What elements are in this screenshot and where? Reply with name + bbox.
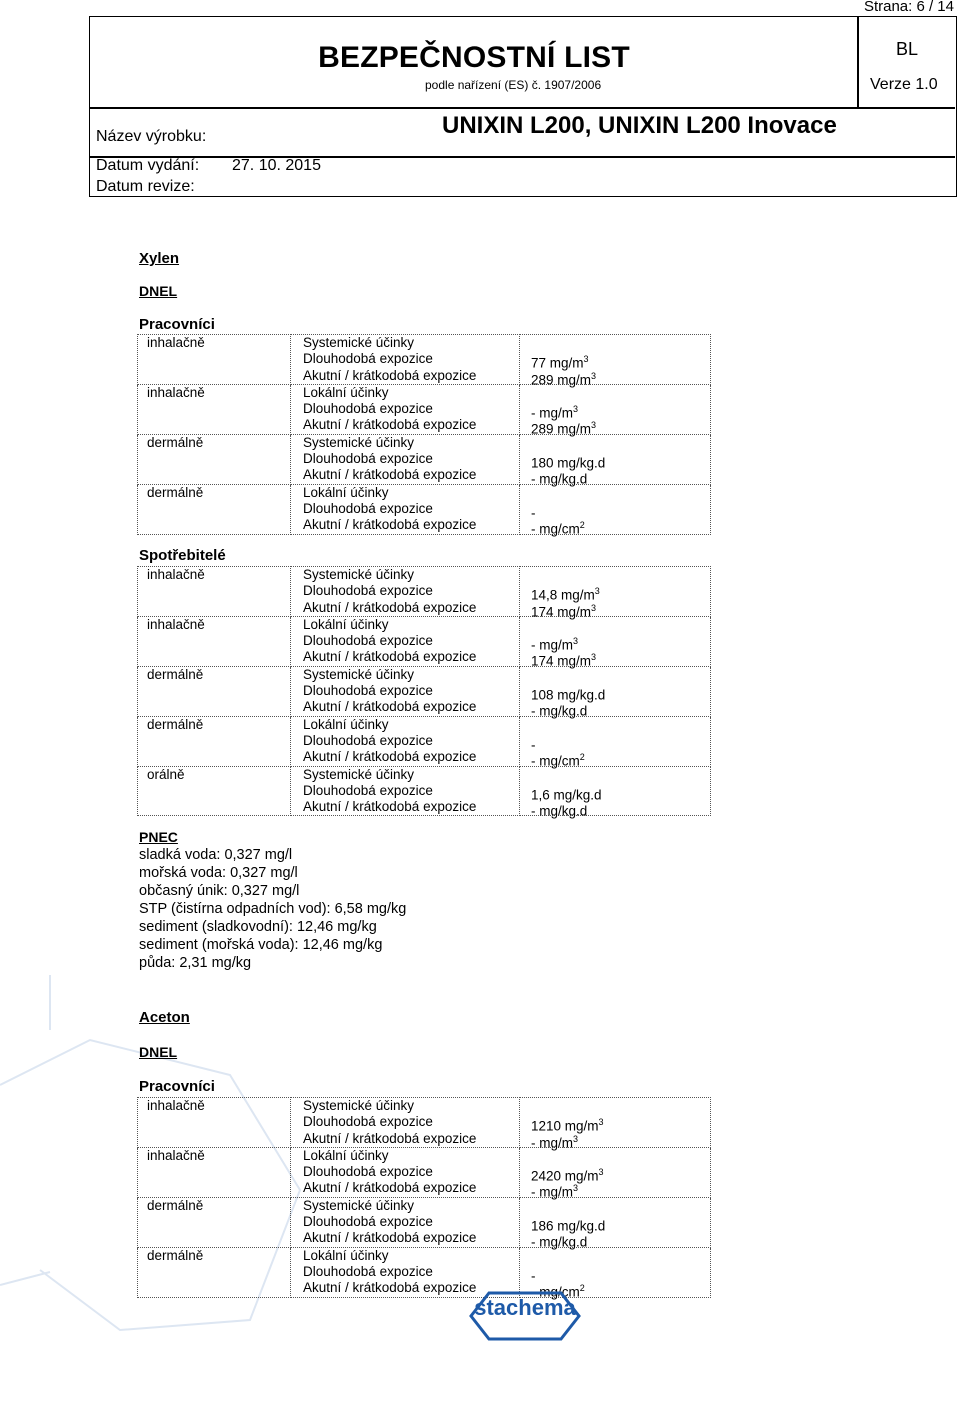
long-term-value: [531, 401, 710, 421]
long-term-value-text: 1,6 mg/kg.d: [531, 787, 602, 803]
acute-value-text: - mg/kg.d: [531, 703, 588, 719]
long-term-exposure: Dlouhodobá expozice: [303, 633, 433, 649]
exposure-cell: [291, 1247, 520, 1297]
acute-exposure: Akutní / krátkodobá expozice: [303, 649, 477, 665]
xylen-consumers-table: [137, 566, 711, 819]
document-header: [89, 16, 957, 197]
long-term-value-text: - mg/m: [531, 405, 573, 421]
acute-exposure: Akutní / krátkodobá expozice: [303, 1280, 477, 1296]
long-term-exposure: Dlouhodobá expozice: [303, 1214, 433, 1230]
long-term-value: [531, 351, 710, 371]
exposure-cell: [291, 666, 520, 716]
stachema-logo: [469, 1291, 581, 1346]
pnec-item: půda: 2,31 mg/kg: [139, 955, 252, 971]
long-term-value-text: 1210 mg/m: [531, 1118, 599, 1134]
version: Verze 1.0: [870, 76, 938, 93]
value-spacer: [531, 485, 710, 501]
long-term-value-text: 186 mg/kg.d: [531, 1218, 606, 1234]
effect-type: Lokální účinky: [303, 616, 389, 632]
table-row: [138, 616, 711, 666]
pnec-item: občasný únik: 0,327 mg/l: [139, 883, 300, 899]
acute-value-text: - mg/cm: [531, 753, 580, 769]
acute-value: [531, 517, 710, 537]
acute-value-text: - mg/kg.d: [531, 803, 588, 819]
route: inhalačně: [147, 1098, 205, 1113]
long-term-value: [531, 633, 710, 653]
acute-value-text: - mg/kg.d: [531, 471, 588, 487]
long-term-value: [531, 451, 710, 471]
long-term-value: [531, 783, 710, 803]
route: dermálně: [147, 666, 204, 682]
route-cell: [138, 1247, 291, 1297]
exposure-cell: [291, 335, 520, 385]
value-cell: [520, 567, 711, 620]
exposure-cell: [291, 1147, 520, 1197]
value-cell: [520, 766, 711, 819]
route: dermálně: [147, 716, 204, 732]
long-term-exposure: Dlouhodobá expozice: [303, 351, 433, 367]
exposure-cell: [291, 766, 520, 816]
value-cell: [520, 666, 711, 719]
acute-value: [531, 368, 710, 388]
acute-exposure: Akutní / krátkodobá expozice: [303, 1130, 477, 1146]
acute-value-text: - mg/kg.d: [531, 1234, 588, 1250]
exposure-cell: [291, 567, 520, 617]
table-row: [138, 335, 711, 385]
value-cell: [520, 716, 711, 769]
long-term-exposure: Dlouhodobá expozice: [303, 782, 433, 798]
table-row: [138, 1247, 711, 1297]
issue-date: 27. 10. 2015: [232, 157, 321, 174]
acute-value: [531, 1230, 710, 1250]
long-term-value-text: 77 mg/m: [531, 355, 584, 371]
route-cell: [138, 1197, 291, 1247]
exposure-cell: [291, 616, 520, 666]
value-cell: [520, 1197, 711, 1250]
long-term-value: [531, 501, 710, 521]
value-spacer: [531, 1098, 710, 1114]
long-term-value-text: -: [531, 505, 536, 521]
effect-type: Systemické účinky: [303, 1197, 415, 1213]
route-cell: [138, 567, 291, 617]
acute-value-exponent: 3: [591, 370, 597, 381]
acute-exposure: Akutní / krátkodobá expozice: [303, 1230, 477, 1246]
acute-value-text: 289 mg/m: [531, 421, 592, 437]
acute-exposure: Akutní / krátkodobá expozice: [303, 599, 477, 615]
value-spacer: [531, 767, 710, 783]
value-spacer: [531, 335, 710, 351]
long-term-value: [531, 1164, 710, 1184]
effect-type: Systemické účinky: [303, 1098, 415, 1113]
acute-exposure: Akutní / krátkodobá expozice: [303, 517, 477, 533]
acute-value-text: - mg/cm: [531, 521, 580, 537]
value-spacer: [531, 667, 710, 683]
long-term-value-exponent: 3: [573, 404, 579, 415]
long-term-value-text: 108 mg/kg.d: [531, 687, 606, 703]
long-term-exposure: Dlouhodobá expozice: [303, 683, 433, 699]
xylen-workers-table: [137, 334, 711, 535]
acute-value-exponent: 2: [579, 1283, 585, 1294]
acute-value-exponent: 2: [579, 752, 585, 763]
value-spacer: [531, 435, 710, 451]
page-number: Strana: 6 / 14: [863, 0, 954, 15]
acute-exposure: Akutní / krátkodobá expozice: [303, 417, 477, 433]
language-code: BL: [896, 39, 919, 59]
substance-title-aceton: Aceton: [139, 1009, 190, 1026]
route: dermálně: [147, 1247, 204, 1263]
exposure-cell: [291, 484, 520, 534]
acute-value-text: - mg/cm: [531, 1284, 580, 1300]
consumers-label: Spotřebitelé: [139, 547, 226, 564]
route-cell: [138, 1147, 291, 1197]
long-term-exposure: Dlouhodobá expozice: [303, 500, 433, 516]
long-term-value-exponent: 3: [598, 1117, 604, 1128]
long-term-value-text: -: [531, 737, 536, 753]
long-term-value-text: -: [531, 1268, 536, 1284]
product-name: UNIXIN L200, UNIXIN L200 Inovace: [442, 112, 837, 139]
table-row: [138, 1147, 711, 1197]
acute-value: [531, 699, 710, 719]
logo-text: stachema: [474, 1295, 576, 1320]
route-cell: [138, 666, 291, 716]
workers-label: Pracovníci: [139, 1078, 215, 1095]
acute-value-exponent: 3: [591, 602, 597, 613]
effect-type: Lokální účinky: [303, 384, 389, 400]
effect-type: Systemické účinky: [303, 666, 415, 682]
pnec-item: sladká voda: 0,327 mg/l: [139, 847, 293, 863]
table-row: [138, 434, 711, 484]
effect-type: Lokální účinky: [303, 484, 389, 500]
acute-value: [531, 467, 710, 487]
revision-date-label: Datum revize:: [96, 178, 195, 195]
effect-type: Systemické účinky: [303, 567, 415, 582]
long-term-value-exponent: 3: [573, 636, 579, 647]
long-term-value: [531, 1264, 710, 1284]
value-cell: [520, 384, 711, 437]
route: dermálně: [147, 1197, 204, 1213]
value-cell: [520, 1247, 711, 1300]
long-term-value-exponent: 3: [583, 354, 589, 365]
pnec-list: [139, 846, 406, 972]
acute-exposure: Akutní / krátkodobá expozice: [303, 467, 477, 483]
substance-title-xylen: Xylen: [139, 250, 180, 267]
value-cell: [520, 1147, 711, 1200]
route-cell: [138, 716, 291, 766]
long-term-value: [531, 1214, 710, 1234]
table-row: [138, 716, 711, 766]
acute-exposure: Akutní / krátkodobá expozice: [303, 749, 477, 765]
acute-value-exponent: 3: [591, 420, 597, 431]
exposure-cell: [291, 716, 520, 766]
route-cell: [138, 766, 291, 816]
acute-value: [531, 417, 710, 437]
dnel-title: DNEL: [139, 283, 178, 299]
long-term-exposure: Dlouhodobá expozice: [303, 1114, 433, 1130]
acute-value: [531, 799, 710, 819]
exposure-cell: [291, 1098, 520, 1148]
product-label: Název výrobku:: [96, 128, 207, 145]
pnec-item: mořská voda: 0,327 mg/l: [139, 865, 298, 881]
route: inhalačně: [147, 616, 205, 632]
document-subtitle: podle nařízení (ES) č. 1907/2006: [425, 78, 602, 92]
long-term-exposure: Dlouhodobá expozice: [303, 401, 433, 417]
long-term-value: [531, 683, 710, 703]
table-row: [138, 666, 711, 716]
acute-exposure: Akutní / krátkodobá expozice: [303, 367, 477, 383]
acute-value-text: 289 mg/m: [531, 372, 592, 388]
pnec-item: sediment (mořská voda): 12,46 mg/kg: [139, 937, 383, 953]
workers-label: Pracovníci: [139, 316, 215, 333]
acute-value-exponent: 2: [579, 520, 585, 531]
value-spacer: [531, 567, 710, 583]
table-row: [138, 1098, 711, 1148]
long-term-value-exponent: 3: [598, 1167, 604, 1178]
value-spacer: [531, 1198, 710, 1214]
acute-exposure: Akutní / krátkodobá expozice: [303, 799, 477, 815]
route-cell: [138, 434, 291, 484]
acute-value: [531, 600, 710, 620]
table-row: [138, 384, 711, 434]
acute-value: [531, 1131, 710, 1151]
route-cell: [138, 616, 291, 666]
value-cell: [520, 484, 711, 537]
long-term-value-text: - mg/m: [531, 637, 573, 653]
acute-value: [531, 749, 710, 769]
acute-value-text: - mg/m: [531, 1184, 573, 1200]
effect-type: Systemické účinky: [303, 335, 415, 350]
long-term-exposure: Dlouhodobá expozice: [303, 583, 433, 599]
route: inhalačně: [147, 567, 205, 582]
long-term-exposure: Dlouhodobá expozice: [303, 1263, 433, 1279]
acute-value-exponent: 3: [591, 652, 597, 663]
effect-type: Systemické účinky: [303, 766, 415, 782]
acute-value-exponent: 3: [573, 1133, 579, 1144]
acute-exposure: Akutní / krátkodobá expozice: [303, 699, 477, 715]
acute-value-text: 174 mg/m: [531, 653, 592, 669]
effect-type: Lokální účinky: [303, 1247, 389, 1263]
dnel-title: DNEL: [139, 1044, 178, 1060]
pnec-item: STP (čistírna odpadních vod): 6,58 mg/kg: [139, 901, 407, 917]
value-cell: [520, 1098, 711, 1151]
long-term-value-exponent: 3: [594, 586, 600, 597]
header-divider-horizontal-2: [90, 156, 955, 158]
long-term-value: [531, 1114, 710, 1134]
value-spacer: [531, 1148, 710, 1164]
exposure-cell: [291, 434, 520, 484]
route: inhalačně: [147, 335, 205, 350]
long-term-exposure: Dlouhodobá expozice: [303, 451, 433, 467]
value-spacer: [531, 717, 710, 733]
table-row: [138, 1197, 711, 1247]
acute-value: [531, 649, 710, 669]
value-cell: [520, 335, 711, 388]
route-cell: [138, 1098, 291, 1148]
acute-value: [531, 1180, 710, 1200]
long-term-value-text: 14,8 mg/m: [531, 587, 595, 603]
long-term-value: [531, 583, 710, 603]
acute-value-text: 174 mg/m: [531, 604, 592, 620]
acute-exposure: Akutní / krátkodobá expozice: [303, 1180, 477, 1196]
document-title: BEZPEČNOSTNÍ LIST: [318, 41, 630, 74]
exposure-cell: [291, 384, 520, 434]
value-cell: [520, 434, 711, 487]
effect-type: Lokální účinky: [303, 1147, 389, 1163]
route: dermálně: [147, 484, 204, 500]
acute-value-exponent: 3: [573, 1183, 579, 1194]
aceton-workers-table: [137, 1097, 711, 1298]
value-cell: [520, 616, 711, 669]
effect-type: Lokální účinky: [303, 716, 389, 732]
route-cell: [138, 384, 291, 434]
effect-type: Systemické účinky: [303, 434, 415, 450]
long-term-value-text: 180 mg/kg.d: [531, 455, 606, 471]
route: dermálně: [147, 434, 204, 450]
header-divider-horizontal: [90, 107, 955, 109]
value-spacer: [531, 385, 710, 401]
long-term-exposure: Dlouhodobá expozice: [303, 1164, 433, 1180]
exposure-cell: [291, 1197, 520, 1247]
table-row: [138, 766, 711, 816]
acute-value-text: - mg/m: [531, 1135, 573, 1151]
route: inhalačně: [147, 384, 205, 400]
value-spacer: [531, 617, 710, 633]
long-term-value: [531, 733, 710, 753]
route-cell: [138, 335, 291, 385]
table-row: [138, 567, 711, 617]
value-spacer: [531, 1248, 710, 1264]
issue-date-label: Datum vydání:: [96, 157, 200, 174]
route: orálně: [147, 766, 185, 782]
long-term-value-text: 2420 mg/m: [531, 1168, 599, 1184]
table-row: [138, 484, 711, 534]
route: inhalačně: [147, 1147, 205, 1163]
long-term-exposure: Dlouhodobá expozice: [303, 732, 433, 748]
route-cell: [138, 484, 291, 534]
pnec-title: PNEC: [139, 829, 178, 845]
pnec-item: sediment (sladkovodní): 12,46 mg/kg: [139, 919, 377, 935]
